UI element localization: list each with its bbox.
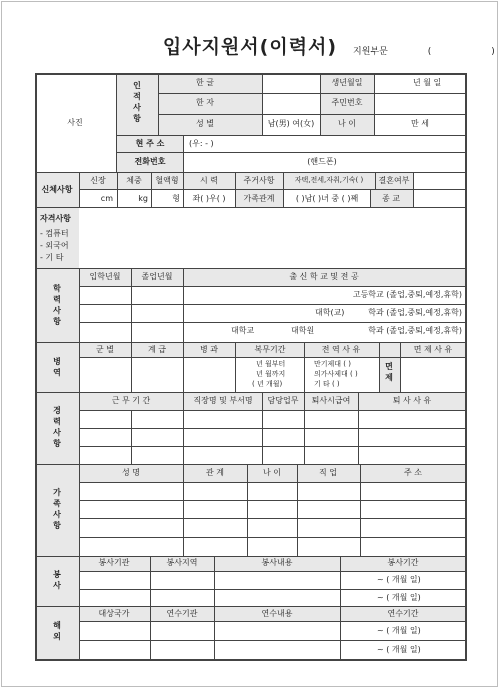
table-rule (35, 556, 466, 557)
volunteer-region-header: 봉사지역 (166, 558, 198, 567)
body-section-label: 신체사항 (41, 185, 73, 194)
entrance-header: 입학년월 (89, 272, 121, 281)
table-rule (79, 428, 466, 429)
form-title: 입사지원서(이력서) (162, 36, 338, 58)
family-name-header: 성 명 (122, 468, 140, 477)
table-rule (35, 207, 466, 208)
family-label: 가족관계 (243, 194, 275, 203)
table-rule (262, 73, 263, 135)
age-value[interactable]: 만 세 (411, 119, 429, 128)
table-rule (79, 268, 80, 342)
table-rule (79, 571, 466, 572)
volunteer-period-row-1: ~ ( 개월 일) (377, 575, 421, 584)
table-rule (35, 342, 466, 343)
department-label: 지원부문 (353, 47, 388, 57)
career-duty-header: 담당업무 (267, 396, 299, 405)
volunteer-org-header: 봉사기관 (98, 558, 130, 567)
married-label: 결혼여부 (378, 176, 410, 185)
table-rule (370, 189, 371, 207)
table-rule (360, 464, 361, 556)
rank-header: 계 급 (148, 345, 166, 354)
license-item-other: - 기 타 (40, 253, 64, 262)
gender-value[interactable]: 남(男) 여(女) (267, 119, 315, 128)
vision-value[interactable]: 좌( )우( ) (192, 194, 226, 203)
table-rule (131, 342, 132, 392)
table-rule (116, 135, 466, 136)
table-rule (79, 410, 466, 411)
career-period-header: 근 무 기 간 (111, 396, 151, 405)
volunteer-section-label: 봉 사 (53, 570, 61, 590)
abroad-content-header: 연수내용 (261, 609, 293, 618)
table-rule (400, 342, 401, 392)
table-rule (35, 268, 466, 269)
blood-label: 혈액형 (155, 176, 179, 185)
volunteer-period-header: 봉사기간 (387, 558, 419, 567)
housing-value[interactable]: 자택,전세,자취,기숙( ) (294, 176, 364, 184)
age-label: 나 이 (338, 119, 356, 128)
table-rule (158, 114, 466, 115)
table-rule (79, 189, 466, 190)
service-months: ( 년 개월) (252, 380, 283, 388)
table-rule (79, 606, 80, 660)
career-company-header: 직장명 및 부서명 (193, 396, 253, 405)
name-hanja-label: 한 자 (196, 98, 214, 107)
career-section-label: 경 력 사 항 (53, 406, 61, 448)
volunteer-content-header: 봉사내용 (261, 558, 293, 567)
service-from: 년 월부터 (256, 360, 286, 368)
table-rule (79, 537, 466, 538)
table-rule (465, 73, 467, 661)
housing-label: 주거사항 (243, 176, 275, 185)
family-section-label: 가 족 사 항 (53, 488, 61, 530)
education-section-label: 학 력 사 항 (53, 284, 61, 326)
table-rule (131, 268, 132, 342)
weight-label: 체중 (126, 176, 142, 185)
college-label: 대학(교) (315, 308, 345, 317)
address-value[interactable]: (우: - ) (189, 139, 214, 148)
family-address-header: 주 소 (404, 468, 422, 477)
table-rule (340, 556, 341, 606)
photo-label: 사진 (67, 118, 83, 127)
personal-section-label: 인 적 사 항 (133, 81, 141, 123)
department-field[interactable] (353, 44, 495, 57)
height-label: 신장 (90, 176, 106, 185)
table-rule (79, 621, 466, 622)
discharge-option-3: 기 타 ( ) (314, 380, 340, 388)
table-rule (214, 556, 215, 606)
service-to: 년 월까지 (256, 370, 286, 378)
address-label: 현 주 소 (135, 139, 165, 148)
discharge-header: 전 역 사 유 (321, 345, 361, 354)
graduation-header: 졸업년월 (141, 272, 173, 281)
table-rule (35, 73, 466, 75)
career-reason-header: 퇴 사 사 유 (392, 396, 432, 405)
specialty-header: 병 과 (200, 345, 218, 354)
table-rule (320, 73, 321, 135)
table-rule (35, 73, 37, 661)
military-section-label: 병 역 (53, 357, 61, 377)
weight-unit: kg (138, 194, 148, 203)
table-rule (214, 606, 215, 660)
table-rule (79, 589, 466, 590)
table-rule (150, 606, 151, 660)
shaded-cell (79, 268, 466, 286)
table-rule (35, 172, 466, 173)
highschool-status: 고등학교 (졸업,중퇴,예정,휴학) (352, 290, 462, 299)
table-rule (116, 73, 117, 172)
table-rule (79, 464, 80, 556)
abroad-org-header: 연수기관 (166, 609, 198, 618)
table-rule (235, 342, 236, 392)
volunteer-period-row-2: ~ ( 개월 일) (377, 593, 421, 602)
table-rule (183, 268, 184, 342)
table-rule (79, 518, 466, 519)
table-rule (79, 640, 466, 641)
vision-label: 시 력 (200, 176, 218, 185)
career-salary-header: 퇴사시급여 (311, 396, 351, 405)
table-rule (35, 392, 466, 393)
table-rule (79, 357, 466, 358)
abroad-period-row-2: ~ ( 개월 일) (377, 645, 421, 654)
exempt-reason-header: 면 제 사 유 (413, 345, 453, 354)
university-label: 대학교 (231, 326, 255, 335)
license-item-language: - 외국어 (40, 241, 69, 250)
table-rule (35, 659, 466, 661)
table-rule (158, 93, 466, 94)
phone-value[interactable]: (핸드폰) (307, 157, 337, 166)
blood-unit: 형 (172, 194, 180, 203)
table-rule (183, 135, 184, 172)
table-rule (79, 482, 466, 483)
table-rule (79, 500, 466, 501)
table-rule (35, 606, 466, 607)
religion-label: 종 교 (382, 194, 400, 203)
table-rule (79, 446, 466, 447)
table-rule (35, 464, 466, 465)
table-rule (79, 556, 80, 606)
grad-label: 대학원 (291, 326, 315, 335)
abroad-country-header: 대상국가 (98, 609, 130, 618)
table-rule (247, 464, 248, 556)
license-section-label: 자격사항 (40, 214, 71, 223)
family-age-header: 나 이 (263, 468, 281, 477)
department-close: ) (491, 47, 495, 57)
table-rule (340, 606, 341, 660)
table-rule (116, 152, 466, 153)
height-unit: cm (100, 194, 113, 203)
table-rule (379, 342, 380, 392)
exempt-label: 면 제 (385, 362, 393, 382)
table-rule (183, 342, 184, 392)
table-rule (150, 556, 151, 606)
table-rule (79, 286, 466, 287)
table-rule (304, 342, 305, 392)
abroad-section-label: 해 외 (53, 621, 61, 641)
branch-header: 군 별 (96, 345, 114, 354)
department-open: ( (427, 47, 432, 57)
discharge-option-1: 만기제대 ( ) (314, 360, 351, 368)
college-status: 학과 (졸업,중퇴,예정,휴학) (368, 308, 462, 317)
table-rule (375, 172, 376, 189)
abroad-period-header: 연수기간 (387, 609, 419, 618)
gender-label: 성 별 (196, 119, 214, 128)
table-rule (297, 464, 298, 556)
birth-value[interactable]: 년 월 일 (413, 78, 442, 87)
table-rule (374, 73, 375, 135)
period-header: 복무기간 (254, 345, 286, 354)
family-job-header: 직 업 (319, 468, 337, 477)
table-rule (79, 304, 466, 305)
name-hangul-label: 한 글 (196, 78, 214, 87)
table-rule (79, 342, 80, 392)
grad-status: 학과 (졸업,중퇴,예정,휴학) (368, 326, 462, 335)
table-rule (158, 73, 159, 135)
school-header: 출 신 학 교 및 전 공 (289, 272, 359, 281)
phone-label: 전화번호 (134, 157, 166, 166)
resident-label: 주민번호 (331, 98, 363, 107)
family-value[interactable]: ( )남( )녀 중 ( )째 (295, 194, 359, 203)
birth-label: 생년월일 (331, 78, 363, 87)
license-item-computer: - 컴퓨터 (40, 229, 69, 238)
table-rule (183, 464, 184, 556)
table-rule (79, 322, 466, 323)
table-rule (131, 410, 132, 464)
abroad-period-row-1: ~ ( 개월 일) (377, 626, 421, 635)
discharge-option-2: 의가사제대 ( ) (314, 370, 358, 378)
family-relation-header: 관 계 (206, 468, 224, 477)
